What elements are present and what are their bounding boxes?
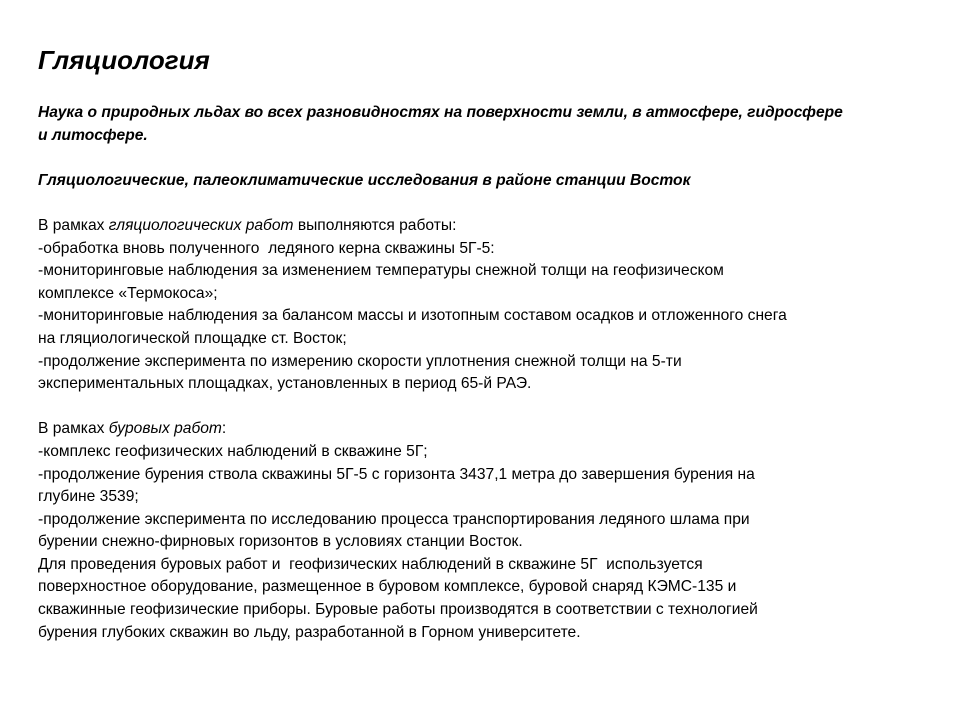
slide-content (38, 102, 918, 644)
drilling-item: бурения глубоких скважин во льду, разработанной в Горном университете. (38, 623, 581, 641)
glaciology-intro-suffix: выполняются работы: (293, 216, 457, 234)
glaciology-item: экспериментальных площадках, установленных в период 65-й РАЭ. (38, 375, 532, 393)
drilling-item: -продолжение бурения ствола скважины 5Г-5 с горизонта 3437,1 метра до завершения бурения на (38, 465, 755, 483)
drilling-intro-emphasis: буровых работ (108, 420, 222, 438)
spacer (38, 396, 918, 419)
glaciology-item: -мониторинговые наблюдения за изменением температуры снежной толщи на геофизическом (38, 262, 724, 280)
drilling-item: Для проведения буровых работ и геофизических наблюдений в скважине 5Г используется (38, 555, 703, 573)
drilling-intro (38, 418, 918, 441)
subtitle: Гляциологические, палеоклиматические исследования в районе станции Восток (38, 171, 691, 189)
glaciology-item: -мониторинговые наблюдения за балансом массы и изотопным составом осадков и отложенного снега (38, 307, 787, 325)
drilling-item: скважинные геофизические приборы. Буровые работы производятся в соответствии с технологией (38, 601, 758, 619)
drilling-item: -комплекс геофизических наблюдений в скважине 5Г; (38, 442, 428, 460)
drilling-item: бурении снежно-фирновых горизонтов в условиях станции Восток. (38, 533, 523, 551)
drilling-item: поверхностное оборудование, размещенное в буровом комплексе, буровой снаряд КЭМС-135 и (38, 578, 737, 596)
glaciology-item: комплексе «Термокоса»; (38, 284, 218, 302)
spacer (38, 192, 918, 215)
definition-line-1: Наука о природных льдах во всех разновидностях на поверхности земли, в атмосфере, гидросфере (38, 104, 843, 121)
definition-line-2: и литосфере. (38, 126, 148, 144)
glaciology-intro-prefix: В рамках (38, 216, 109, 234)
slide-title: Гляциология (38, 45, 210, 75)
glaciology-item: на гляциологической площадке ст. Восток; (38, 329, 347, 347)
glaciology-intro-emphasis: гляциологических работ (108, 216, 294, 234)
drilling-intro-prefix: В рамках (38, 420, 109, 438)
drilling-item: глубине 3539; (38, 488, 139, 506)
glaciology-intro (38, 215, 918, 238)
drilling-intro-suffix: : (221, 420, 227, 438)
glaciology-item: -продолжение эксперимента по измерению скорости уплотнения снежной толщи на 5-ти (38, 352, 682, 370)
glaciology-item: -обработка вновь полученного ледяного керна скважины 5Г-5: (38, 239, 495, 257)
spacer (38, 147, 918, 170)
drilling-item: -продолжение эксперимента по исследованию процесса транспортирования ледяного шлама при (38, 510, 750, 528)
